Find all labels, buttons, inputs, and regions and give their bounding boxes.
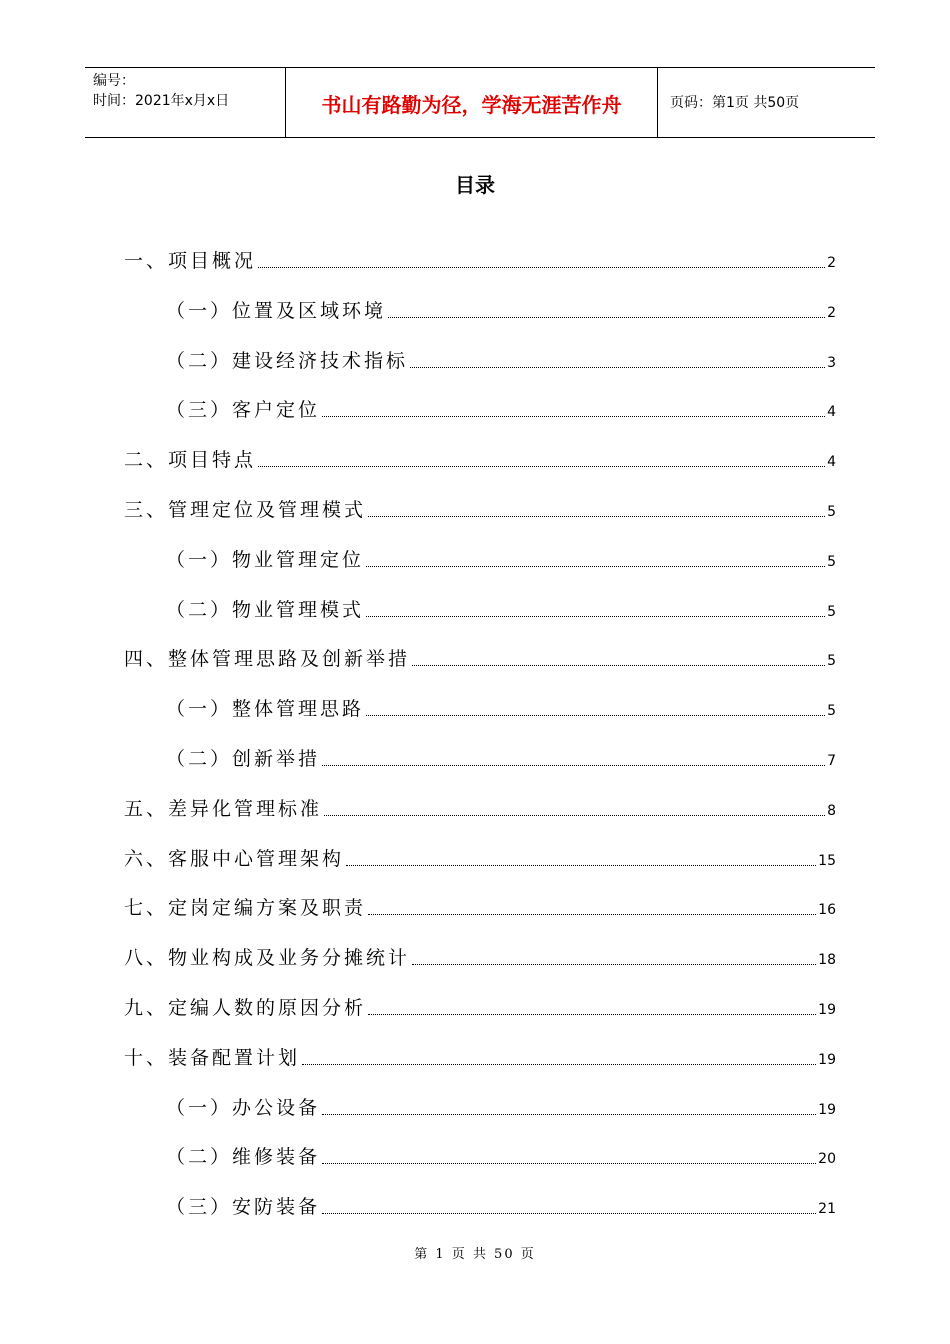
toc-leader-dots — [412, 661, 825, 666]
toc-entry-label: （三）安防装备 — [166, 1196, 321, 1219]
toc-entry-page: 3 — [827, 354, 836, 371]
toc-leader-dots — [322, 412, 825, 417]
toc-entry-label: （二）建设经济技术指标 — [166, 349, 409, 372]
toc-entry[interactable] — [166, 744, 836, 770]
toc-entry[interactable] — [124, 794, 836, 820]
toc-leader-dots — [322, 1209, 816, 1214]
toc-entry-page: 2 — [827, 255, 836, 271]
toc-leader-dots — [324, 811, 825, 816]
toc-entry-page: 8 — [827, 802, 836, 819]
toc-entry[interactable] — [124, 644, 836, 670]
toc-entry-page: 4 — [827, 404, 836, 421]
toc-leader-dots — [368, 1010, 816, 1015]
toc-entry-label: （一）位置及区域环境 — [166, 299, 387, 322]
toc-leader-dots — [366, 612, 825, 617]
toc-entry-label: （二）创新举措 — [166, 748, 321, 770]
toc-entry-page: 4 — [827, 454, 836, 471]
toc-leader-dots — [322, 1110, 816, 1115]
toc-leader-dots — [258, 263, 825, 268]
toc-leader-dots — [322, 761, 825, 766]
document-time-label: 时间：2021年x月x日 — [93, 93, 230, 109]
toc-entry-label: （二）维修装备 — [166, 1146, 321, 1169]
document-number-label: 编号： — [93, 73, 135, 89]
toc-leader-dots — [368, 512, 825, 517]
toc-title: 目录 — [455, 173, 495, 197]
toc-entry-page: 5 — [827, 653, 836, 670]
toc-entry[interactable] — [124, 893, 836, 919]
toc-entry[interactable] — [124, 943, 836, 969]
toc-leader-dots — [322, 1159, 816, 1164]
toc-entry[interactable] — [166, 395, 836, 421]
toc-entry-label: 六、客服中心管理架构 — [124, 847, 345, 870]
toc-entry[interactable] — [124, 993, 836, 1019]
toc-entry-label: 八、物业构成及业务分摊统计 — [124, 947, 411, 970]
toc-entry[interactable] — [124, 246, 836, 272]
toc-entry-page: 5 — [827, 603, 836, 620]
toc-entry-page: 5 — [827, 553, 836, 570]
toc-entry[interactable] — [166, 595, 836, 621]
page-header — [85, 67, 875, 138]
toc-entry-label: （一）办公设备 — [166, 1096, 321, 1119]
toc-leader-dots — [368, 910, 816, 915]
toc-entry-page: 18 — [818, 952, 836, 969]
toc-entry[interactable] — [124, 495, 836, 521]
toc-entry-page: 7 — [827, 753, 836, 769]
toc-entry[interactable] — [124, 844, 836, 870]
header-page-cell — [658, 68, 875, 137]
header-meta-cell — [85, 68, 285, 137]
toc-entry-page: 19 — [818, 1002, 836, 1018]
toc-entry-label: （二）物业管理模式 — [166, 598, 365, 621]
toc-entry-page: 5 — [827, 504, 836, 520]
page-footer: 第 1 页 共 50 页 — [414, 1247, 536, 1262]
header-motto-cell — [285, 68, 658, 137]
toc-leader-dots — [302, 1060, 816, 1065]
toc-leader-dots — [366, 562, 825, 567]
toc-entry-label: （一）整体管理思路 — [166, 698, 365, 721]
toc-entry[interactable] — [166, 1142, 836, 1168]
toc-entry-page: 5 — [827, 703, 836, 720]
toc-entry-page: 19 — [818, 1101, 836, 1118]
toc-entry[interactable] — [166, 694, 836, 720]
toc-leader-dots — [412, 960, 816, 965]
header-page-code: 页码：第1页 共50页 — [670, 95, 800, 111]
toc-entry-label: 四、整体管理思路及创新举措 — [124, 648, 411, 671]
toc-entry-label: 三、管理定位及管理模式 — [124, 499, 367, 521]
toc-entry[interactable] — [124, 1043, 836, 1069]
toc-leader-dots — [258, 462, 825, 467]
toc-entry[interactable] — [166, 1093, 836, 1119]
toc-leader-dots — [388, 313, 825, 318]
toc-entry[interactable] — [166, 545, 836, 571]
toc-entry-page: 16 — [818, 902, 836, 919]
toc-entry-label: 十、装备配置计划 — [124, 1046, 301, 1069]
toc-entry-label: （一）物业管理定位 — [166, 548, 365, 571]
toc-leader-dots — [366, 711, 825, 716]
toc-entry-page: 21 — [818, 1201, 836, 1218]
toc-entry-label: （三）客户定位 — [166, 399, 321, 422]
header-motto: 书山有路勤为径，学海无涯苦作舟 — [321, 93, 622, 117]
toc-entry-page: 15 — [818, 852, 836, 869]
toc-entry-label: 九、定编人数的原因分析 — [124, 997, 367, 1019]
toc-entry-label: 一、项目概况 — [124, 250, 257, 272]
toc-entry-label: 七、定岗定编方案及职责 — [124, 897, 367, 920]
toc-entry[interactable] — [124, 445, 836, 471]
toc-leader-dots — [346, 861, 816, 866]
toc-entry-label: 五、差异化管理标准 — [124, 797, 323, 820]
toc-entry[interactable] — [166, 296, 836, 322]
toc-entry-label: 二、项目特点 — [124, 449, 257, 472]
toc-entry-page: 19 — [818, 1051, 836, 1068]
toc-entry-page: 2 — [827, 304, 836, 321]
toc-entry[interactable] — [166, 346, 836, 372]
toc-leader-dots — [410, 363, 825, 368]
toc-entry-page: 20 — [818, 1151, 836, 1168]
toc-entry[interactable] — [166, 1192, 836, 1218]
